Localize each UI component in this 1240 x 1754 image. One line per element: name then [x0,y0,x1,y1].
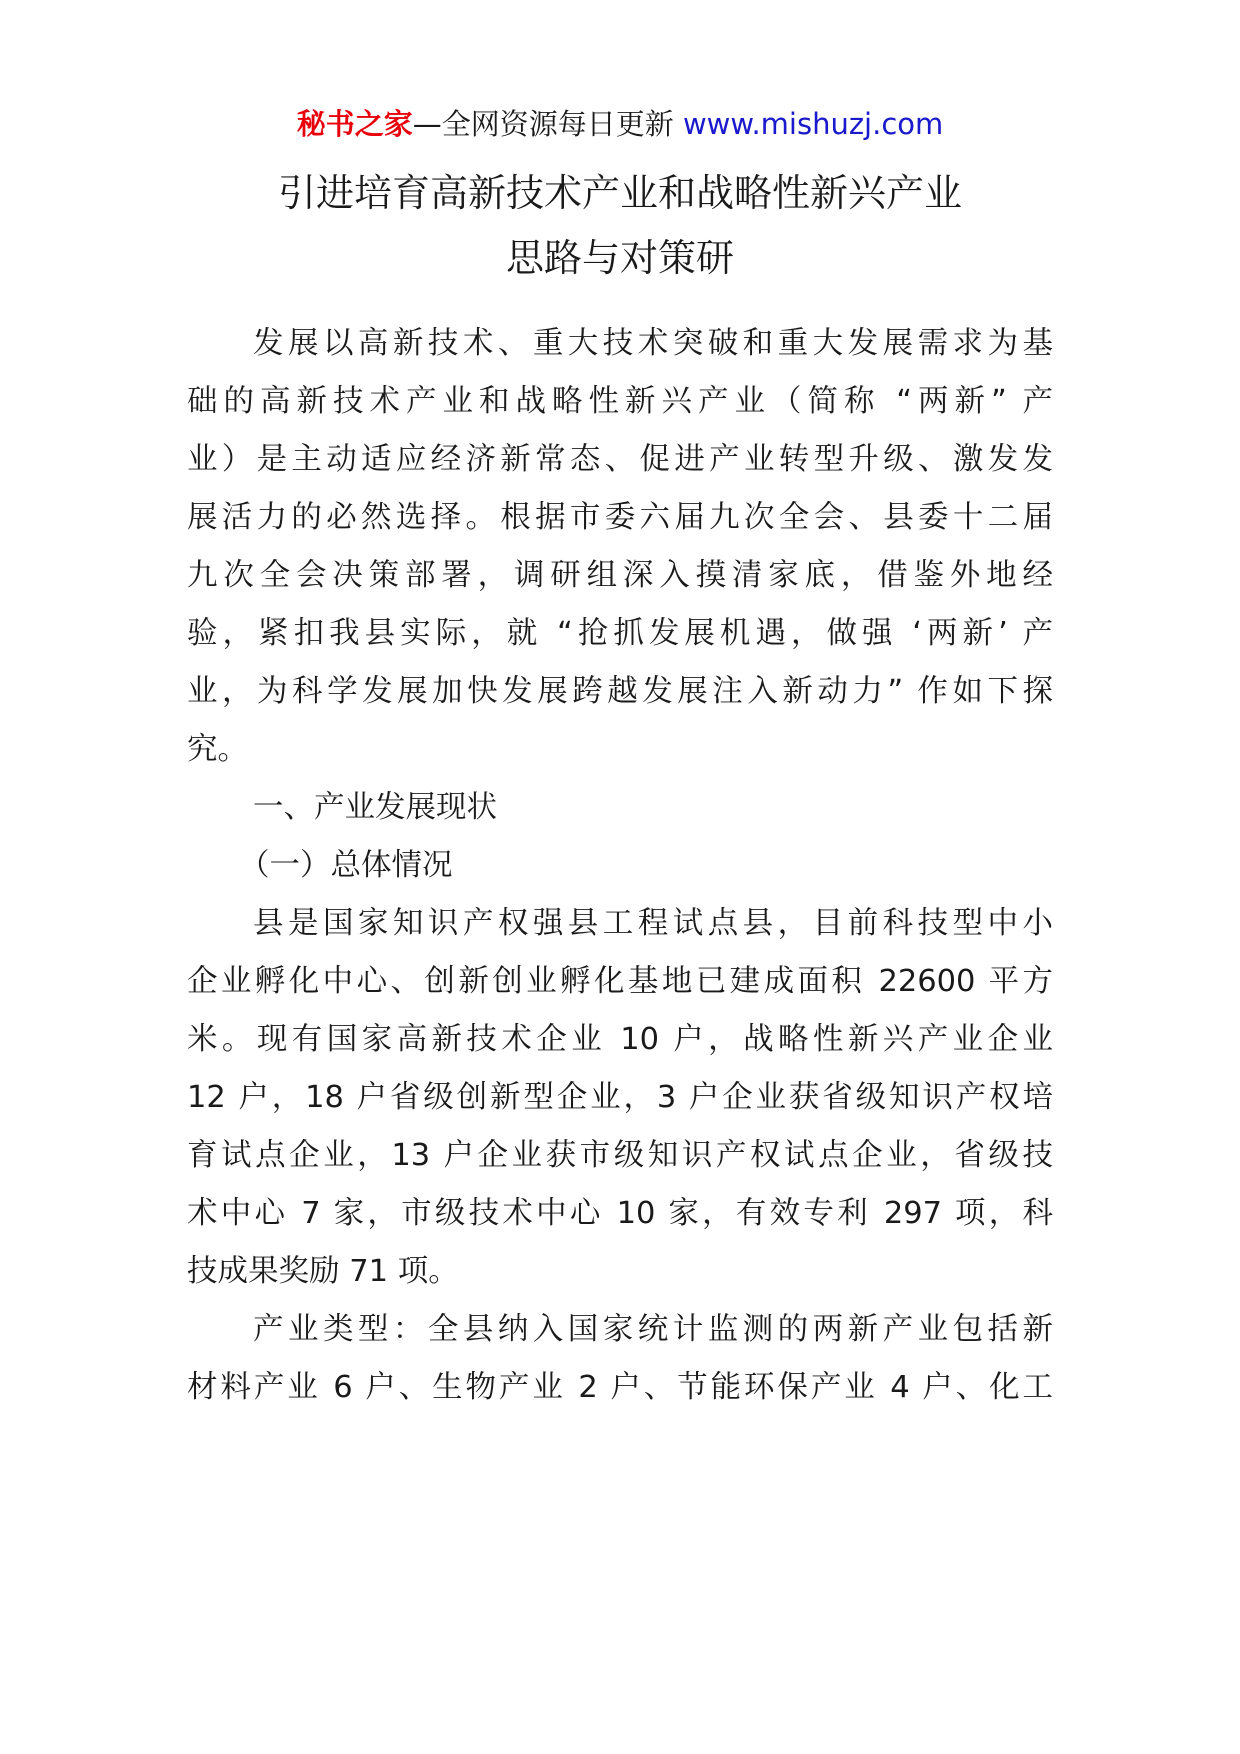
paragraph-line: 究。 [187,732,248,767]
site-url-link[interactable]: www.mishuzj.com [682,107,944,141]
paragraph-line: 12 户，18 户省级创新型企业，3 户企业获省级知识产权培 [187,1080,1053,1115]
paragraph-line: 技成果奖励 71 项。 [187,1254,459,1289]
paragraph-line: 企业孵化中心、创新创业孵化基地已建成面积 22600 平方 [187,964,1053,999]
paragraph-line: 育试点企业，13 户企业获市级知识产权试点企业，省级技 [187,1138,1053,1173]
brand-name: 秘书之家 [296,107,413,141]
paragraph-line: 产业类型：全县纳入国家统计监测的两新产业包括新 [253,1312,1053,1347]
paragraph-line: 业，为科学发展加快发展跨越发展注入新动力” 作如下探 [187,674,1053,709]
paragraph-line: 术中心 7 家，市级技术中心 10 家，有效专利 297 项，科 [187,1196,1053,1231]
subsection-heading: （一）总体情况 [239,848,453,883]
paragraph-line: 业）是主动适应经济新常态、促进产业转型升级、激发发 [187,442,1053,477]
paragraph-line: 材料产业 6 户、生物产业 2 户、节能环保产业 4 户、化工 [187,1370,1053,1405]
paragraph-line: 发展以高新技术、重大技术突破和重大发展需求为基 [253,326,1053,361]
paragraph-line: 础的高新技术产业和战略性新兴产业（简称 “两新” 产 [187,384,1053,419]
paragraph-line: 验，紧扣我县实际，就 “抢抓发展机遇，做强 ‘两新’ 产 [187,616,1053,651]
document-title-line-2: 思路与对策研 [505,236,734,280]
document-title-line-1: 引进培育高新技术产业和战略性新兴产业 [277,171,962,215]
header-tagline: —全网资源每日更新 [412,107,683,141]
paragraph-line: 九次全会决策部署，调研组深入摸清家底，借鉴外地经 [187,558,1053,593]
paragraph-line: 展活力的必然选择。根据市委六届九次全会、县委十二届 [187,500,1053,535]
paragraph-line: 县是国家知识产权强县工程试点县，目前科技型中小 [253,906,1053,941]
section-heading: 一、产业发展现状 [253,790,497,825]
paragraph-line: 米。现有国家高新技术企业 10 户，战略性新兴产业企业 [187,1022,1053,1057]
site-header [0,104,1240,144]
